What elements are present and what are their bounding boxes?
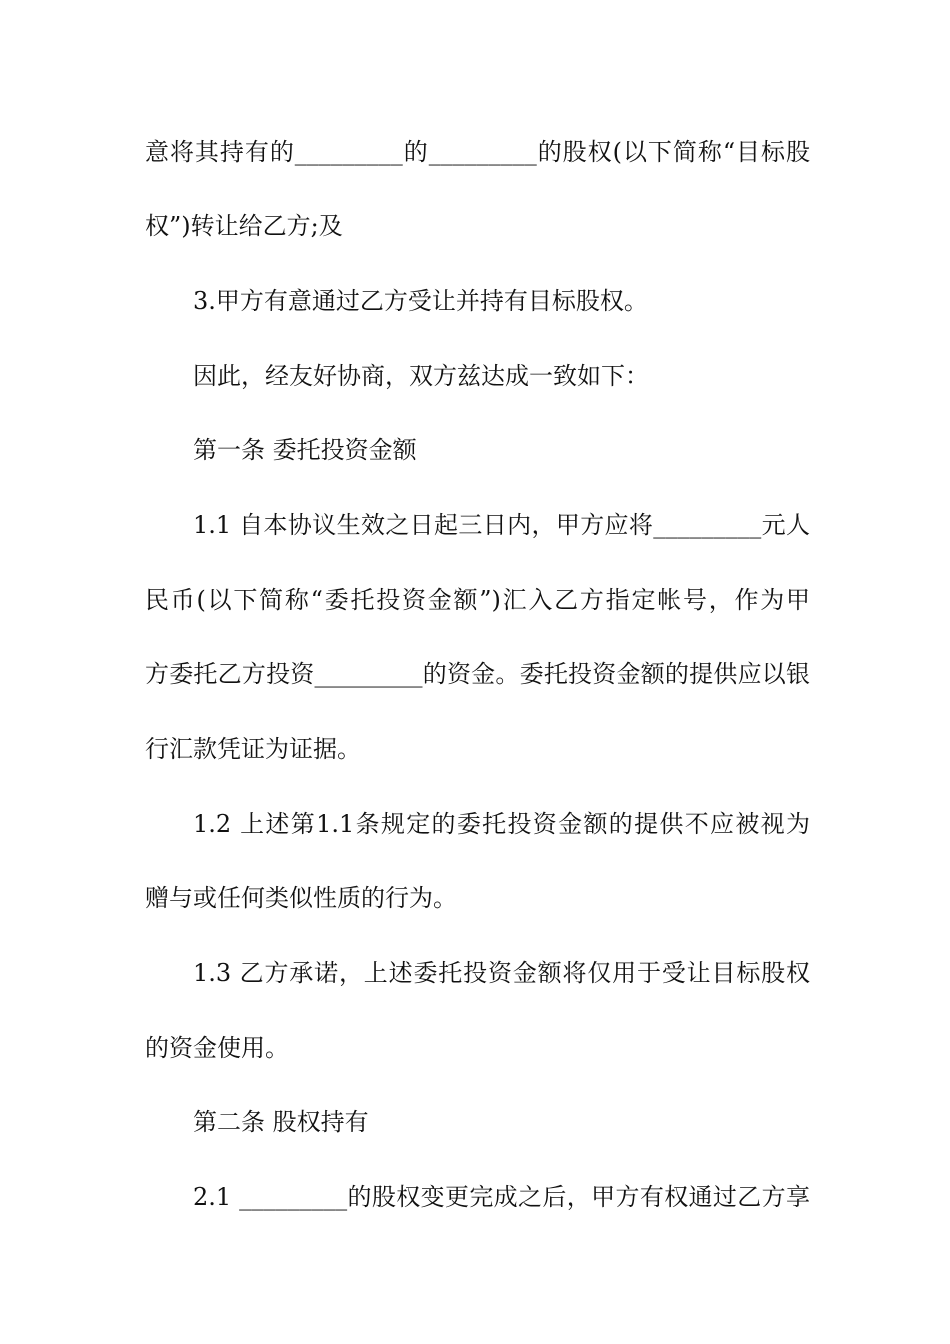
clause-1-2-line-1: 1.2 上述第1.1条规定的委托投资金额的提供不应被视为 xyxy=(193,810,810,838)
clause-1-3-line-1: 1.3 乙方承诺，上述委托投资金额将仅用于受让目标股权 xyxy=(193,959,810,987)
clause-1-2-line-2: 赠与或任何类似性质的行为。 xyxy=(145,884,457,912)
clause-1-3-line-2: 的资金使用。 xyxy=(145,1034,289,1062)
article-2-heading: 第二条 股权持有 xyxy=(193,1108,369,1136)
clause-1-1-line-1: 1.1 自本协议生效之日起三日内，甲方应将_________元人 xyxy=(193,511,810,539)
text-line-1: 意将其持有的_________的_________的股权(以下简称“目标股 xyxy=(145,138,810,166)
clause-1-1-line-3: 方委托乙方投资_________的资金。委托投资金额的提供应以银 xyxy=(145,660,810,688)
text-line-2: 权”)转让给乙方;及 xyxy=(145,212,343,240)
preamble-conclusion: 因此，经友好协商，双方兹达成一致如下： xyxy=(193,362,649,390)
clause-1-1-line-4: 行汇款凭证为证据。 xyxy=(145,735,361,763)
clause-1-1-line-2: 民币(以下简称“委托投资金额”)汇入乙方指定帐号，作为甲 xyxy=(145,586,810,614)
clause-2-1-line-1: 2.1 _________的股权变更完成之后，甲方有权通过乙方享 xyxy=(193,1183,810,1211)
article-1-heading: 第一条 委托投资金额 xyxy=(193,436,417,464)
clause-3-text: 3.甲方有意通过乙方受让并持有目标股权。 xyxy=(193,287,648,315)
